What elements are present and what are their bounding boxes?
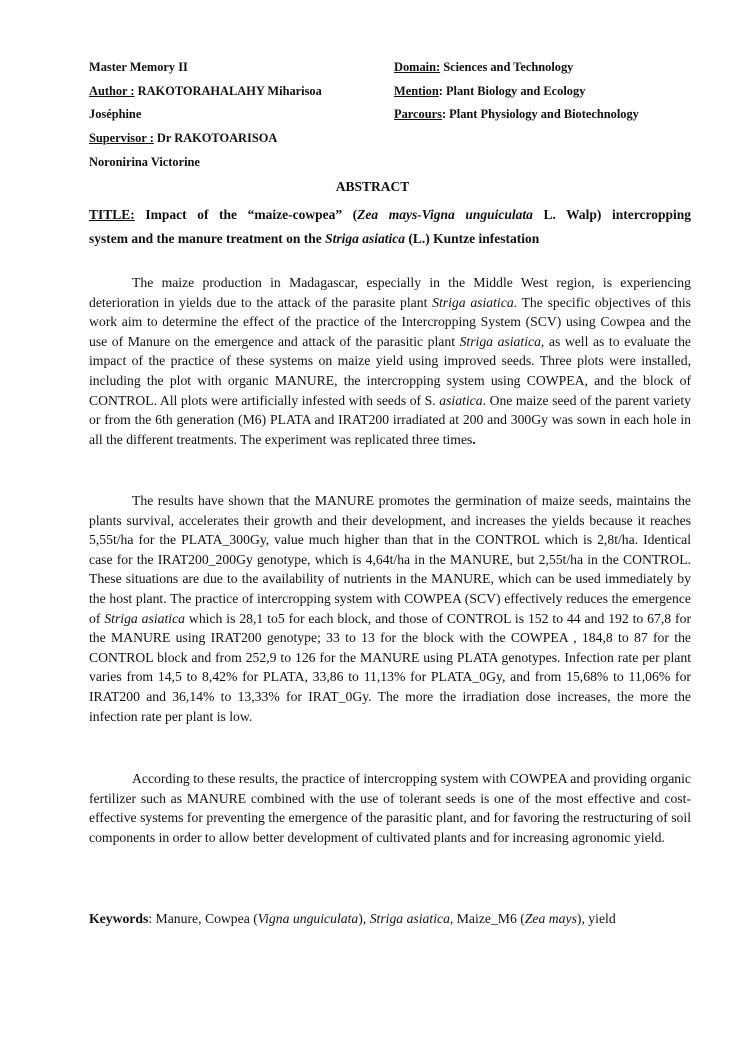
abstract-paragraph-1: The maize production in Madagascar, especially in the Middle West region, is experiencing deterioration in yields due to the attack of the parasite plant Striga asiatica. The specific objectives of this work aim to determine the effect of the practice of the Intercropping System (SCV) using Cowpea and the use of Manure on the emergence and attack of the parasitic plant Striga asiatica, as well as to evaluate the impact of the practice of these systems on maize yield using improved seeds. Three plots were installed, including the plot with organic MANURE, the intercropping system using COWPEA, and the block of CONTROL. All plots were artificially infested with seeds of S. asiatica. One maize seed of the parent variety or from the 6th generation (M6) PLATA and IRAT200 irradiated at 200 and 300Gy was sown in each hole in all the different treatments. The experiment was replicated three times. xyxy=(89,275,691,447)
author-line xyxy=(89,83,322,99)
supervisor-line xyxy=(89,130,277,146)
thesis-title xyxy=(89,203,691,251)
supervisor-name: Dr RAKOTOARISOA xyxy=(153,131,278,145)
keywords: Keywords: Manure, Cowpea (Vigna unguiculata), Striga asiatica, Maize_M6 (Zea mays), yield xyxy=(89,911,616,926)
master-memory-label: Master Memory II xyxy=(89,60,188,74)
abstract-heading: ABSTRACT xyxy=(335,179,410,194)
title-line-2: system and the manure treatment on the Striga asiatica (L.) Kuntze infestation xyxy=(89,231,540,246)
supervisor-name-continued: Noronirina Victorine xyxy=(89,155,200,169)
domain-value: Sciences and Technology xyxy=(440,60,574,74)
keywords-label: Keywords xyxy=(89,911,149,926)
mention-line xyxy=(394,83,585,99)
parcours-line xyxy=(394,106,639,122)
mention-value: : Plant Biology and Ecology xyxy=(438,84,586,98)
domain-line xyxy=(394,59,573,75)
mention-label: Mention xyxy=(394,84,439,98)
title-label: TITLE: xyxy=(89,207,135,222)
supervisor-label: Supervisor : xyxy=(89,131,154,145)
parcours-label: Parcours xyxy=(394,107,442,121)
parcours-value: : Plant Physiology and Biotechnology xyxy=(441,107,639,121)
domain-label: Domain: xyxy=(394,60,441,74)
author-label: Author : xyxy=(89,84,135,98)
author-name: RAKOTORAHALAHY Miharisoa xyxy=(134,84,322,98)
author-name-continued: Joséphine xyxy=(89,107,142,121)
abstract-paragraph-3: According to these results, the practice of intercropping system with COWPEA and providing organic fertilizer such as MANURE combined with the use of tolerant seeds is one of the most effective and cost-effective systems for preventing the emergence of the parasitic plant, and for favoring the restructuring of soil components in order to allow better development of cultivated plants and for increasing agronomic yield. xyxy=(89,771,691,845)
title-line-1: TITLE: Impact of the “maize-cowpea” (Zea mays-Vigna unguiculata L. Walp) intercropping xyxy=(89,207,692,222)
abstract-paragraph-2: The results have shown that the MANURE promotes the germination of maize seeds, maintains the plants survival, accelerates their growth and their development, and increases the yields because it reaches 5,55t/ha for the PLATA_300Gy, value much higher than that in the CONTROL which is 2,8t/ha. Identical case for the IRAT200_200Gy genotype, which is 4,64t/ha in the MANURE, but 2,55t/ha in the CONTROL. These situations are due to the availability of nutrients in the MANURE, which can be used immediately by the host plant. The practice of intercropping system with COWPEA (SCV) effectively reduces the emergence of Striga asiatica which is 28,1 to5 for each block, and those of CONTROL is 152 to 44 and 192 to 67,8 for the MANURE using IRAT200 genotype; 33 to 13 for the block with the COWPEA , 184,8 to 87 for the CONTROL block and from 252,9 to 126 for the MANURE using PLATA genotypes. Infection rate per plant varies from 14,5 to 8,42% for PLATA, 33,86 to 11,13% for PLATA_0Gy, and from 15,68% to 11,06% for IRAT200 and 36,14% to 13,33% for IRAT_0Gy. The more the irradiation dose increases, the more the infection rate per plant is low. xyxy=(89,493,691,724)
